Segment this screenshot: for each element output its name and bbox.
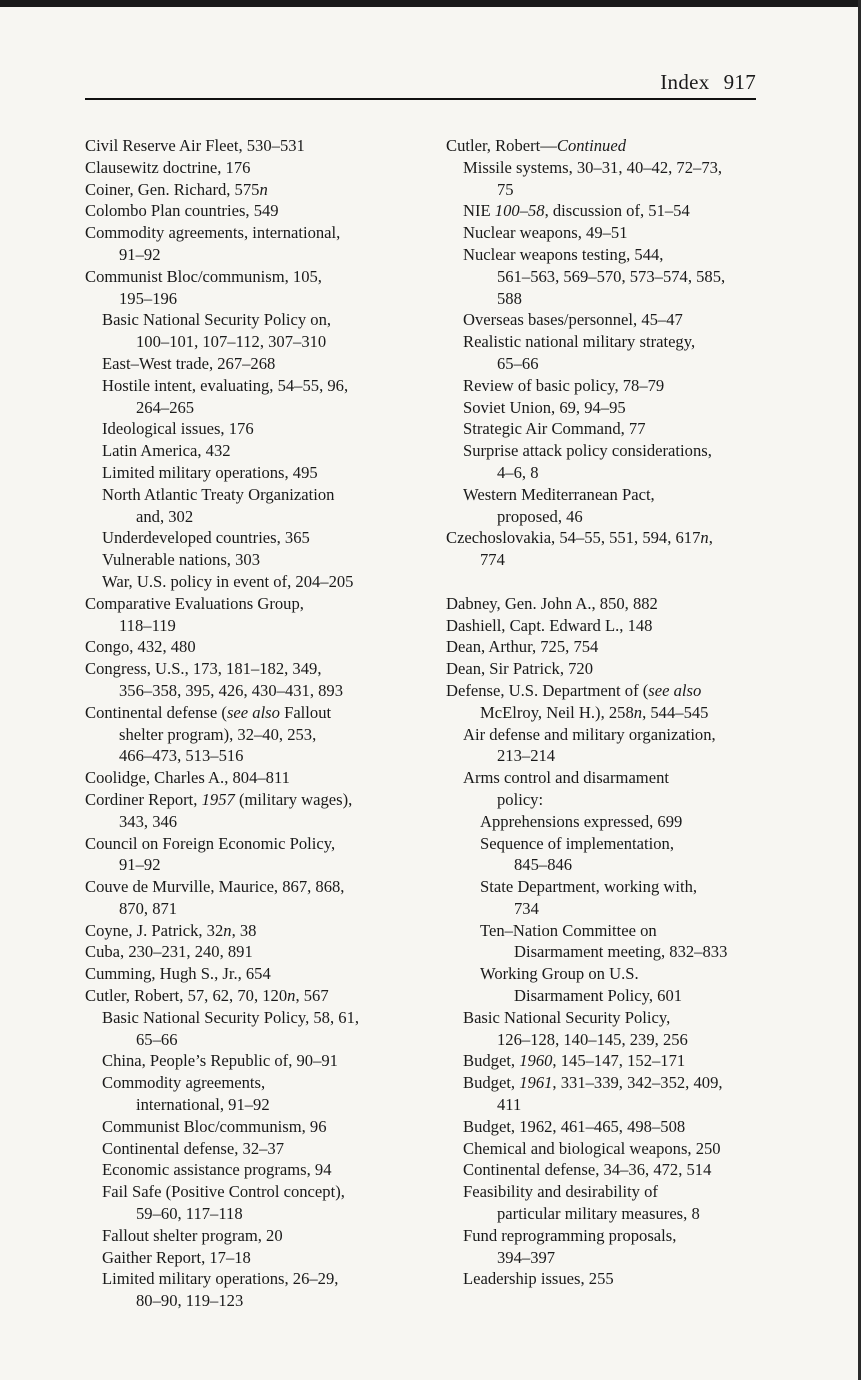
index-entry-continuation: 91–92 [119, 855, 161, 875]
index-entry [85, 135, 425, 157]
index-entry [446, 397, 776, 419]
index-entry-continuation: Disarmament meeting, 832–833 [514, 942, 728, 962]
index-entry-continuation: 343, 346 [119, 811, 178, 831]
index-entry-line: Civil Reserve Air Fleet, 530–531 [85, 136, 305, 155]
index-entry-line: Limited military operations, 495 [102, 462, 318, 482]
index-entry-continuation: 588 [497, 288, 522, 308]
index-entry [85, 985, 425, 1007]
index-entry [446, 1072, 776, 1116]
index-entry [85, 462, 425, 484]
index-entry [85, 1050, 425, 1072]
index-entry-continuation: 561–563, 569–570, 573–574, 585, [497, 266, 726, 286]
index-entry-continuation: particular military measures, 8 [497, 1204, 700, 1224]
index-entry-line: Couve de Murville, Maurice, 867, 868, [85, 877, 345, 897]
index-entry-continuation: 91–92 [119, 244, 161, 264]
index-entry-line: NIE 100–58, discussion of, 51–54 [463, 201, 690, 221]
index-entry [85, 200, 425, 222]
index-entry [85, 353, 425, 375]
index-entry [85, 658, 425, 702]
index-entry [85, 963, 425, 985]
index-entry-line: Limited military operations, 26–29, [102, 1269, 339, 1289]
index-entry [446, 636, 776, 658]
index-entry-line: Dabney, Gen. John A., 850, 882 [446, 593, 658, 613]
index-entry-continuation: 264–265 [136, 397, 195, 417]
index-entry-continuation: 100–101, 107–112, 307–310 [136, 332, 327, 352]
index-entry-continuation: 65–66 [136, 1029, 178, 1049]
index-entry-line: Dean, Arthur, 725, 754 [446, 637, 599, 657]
index-entry [446, 244, 776, 309]
index-entry-line: War, U.S. policy in event of, 204–205 [102, 571, 354, 591]
index-entry-continuation: 4–6, 8 [497, 462, 539, 482]
index-entry-line: Congo, 432, 480 [85, 637, 196, 657]
index-entry [85, 1138, 425, 1160]
index-entry-continuation: 734 [514, 898, 539, 918]
index-entry-continuation: and, 302 [136, 506, 194, 526]
index-entry [446, 222, 776, 244]
index-entry-continuation: 845–846 [514, 855, 573, 875]
index-entry [85, 1247, 425, 1269]
index-entry [446, 309, 776, 331]
index-entry [85, 833, 425, 877]
index-entry-line: Congress, U.S., 173, 181–182, 349, [85, 659, 322, 679]
index-entry [446, 767, 776, 811]
index-entry-continuation: 394–397 [497, 1247, 556, 1267]
index-entry [446, 1116, 776, 1138]
index-entry [446, 963, 776, 1007]
index-entry [446, 440, 776, 484]
index-entry [446, 811, 776, 833]
index-entry-line: Communist Bloc/communism, 96 [102, 1116, 327, 1136]
index-entry [446, 680, 776, 724]
index-entry-line: Commodity agreements, [102, 1073, 266, 1093]
index-entry [446, 920, 776, 964]
index-entry [446, 1268, 776, 1290]
index-entry-continuation: 80–90, 119–123 [136, 1291, 244, 1311]
index-entry-line: Leadership issues, 255 [463, 1269, 614, 1289]
index-entry [85, 309, 425, 353]
index-column-right [446, 135, 776, 1290]
index-entry-line: Cuba, 230–231, 240, 891 [85, 942, 253, 962]
index-entry-continuation: 870, 871 [119, 898, 178, 918]
index-entry-line: Latin America, 432 [102, 441, 231, 461]
index-entry-line: Cumming, Hugh S., Jr., 654 [85, 964, 271, 984]
index-entry-line: Underdeveloped countries, 365 [102, 528, 310, 548]
index-entry-line: Western Mediterranean Pact, [463, 484, 655, 504]
index-entry [85, 1268, 425, 1312]
index-entry [85, 789, 425, 833]
index-entry [85, 266, 425, 310]
index-entry [446, 527, 776, 571]
index-entry [85, 1225, 425, 1247]
index-entry-continuation: 126–128, 140–145, 239, 256 [497, 1029, 688, 1049]
section-gap [446, 571, 776, 593]
index-entry [446, 135, 776, 157]
index-entry [446, 200, 776, 222]
index-entry [85, 876, 425, 920]
index-entry-line: China, People’s Republic of, 90–91 [102, 1051, 338, 1071]
index-entry-line: Cutler, Robert, 57, 62, 70, 120n, 567 [85, 986, 329, 1006]
index-entry-line: Gaither Report, 17–18 [102, 1247, 251, 1267]
index-entry [85, 222, 425, 266]
index-entry-continuation: proposed, 46 [497, 506, 583, 526]
index-entry-continuation: 213–214 [497, 746, 556, 766]
index-entry-line: Surprise attack policy considerations, [463, 441, 712, 461]
index-entry [446, 484, 776, 528]
index-entry-line: Realistic national military strategy, [463, 332, 696, 352]
index-entry [85, 1159, 425, 1181]
index-entry-line: Nuclear weapons testing, 544, [463, 244, 664, 264]
index-entry-line: Vulnerable nations, 303 [102, 550, 260, 570]
index-entry-line: Defense, U.S. Department of (see also [446, 680, 702, 700]
index-column-left [85, 135, 425, 1312]
index-entry-continuation: 411 [497, 1095, 522, 1115]
index-entry-continuation: 65–66 [497, 353, 539, 373]
index-entry-continuation: McElroy, Neil H.), 258n, 544–545 [480, 702, 709, 722]
index-entry [85, 157, 425, 179]
index-entry [85, 527, 425, 549]
index-entry [85, 593, 425, 637]
index-entry-line: Economic assistance programs, 94 [102, 1160, 332, 1180]
index-entry-line: Budget, 1960, 145–147, 152–171 [463, 1051, 686, 1071]
index-entry-line: Budget, 1961, 331–339, 342–352, 409, [463, 1073, 723, 1093]
index-entry-line: Basic National Security Policy, 58, 61, [102, 1007, 360, 1027]
index-entry-line: Arms control and disarmament [463, 768, 669, 788]
index-entry-line: Comparative Evaluations Group, [85, 593, 304, 613]
index-entry [85, 1181, 425, 1225]
running-header [85, 70, 756, 98]
index-entry-line: Communist Bloc/communism, 105, [85, 266, 322, 286]
index-entry-line: Working Group on U.S. [480, 964, 639, 984]
index-entry [446, 1138, 776, 1160]
index-entry-line: Feasibility and desirability of [463, 1182, 658, 1202]
header-rule [85, 98, 756, 100]
index-entry-line: Ten–Nation Committee on [480, 920, 657, 940]
index-entry-line: Review of basic policy, 78–79 [463, 375, 665, 395]
index-entry-line: Nuclear weapons, 49–51 [463, 223, 628, 243]
index-entry-continuation: 75 [497, 179, 514, 199]
index-entry-continuation: policy: [497, 789, 544, 809]
index-entry-line: Clausewitz doctrine, 176 [85, 157, 251, 177]
index-entry-line: Cutler, Robert—Continued [446, 136, 627, 155]
index-entry [446, 1159, 776, 1181]
index-entry-line: Ideological issues, 176 [102, 419, 254, 439]
index-entry-line: Basic National Security Policy, [463, 1007, 671, 1027]
page-number: 917 [723, 70, 756, 94]
index-entry-line: Hostile intent, evaluating, 54–55, 96, [102, 375, 349, 395]
index-entry-line: Overseas bases/personnel, 45–47 [463, 310, 683, 330]
index-entry [446, 658, 776, 680]
index-entry [85, 179, 425, 201]
index-entry [85, 767, 425, 789]
index-entry-line: Continental defense (see also Fallout [85, 702, 332, 722]
index-entry [85, 702, 425, 767]
index-entry-line: Council on Foreign Economic Policy, [85, 833, 336, 853]
index-entry [85, 920, 425, 942]
index-entry-line: Apprehensions expressed, 699 [480, 811, 683, 831]
index-entry-line: Dean, Sir Patrick, 720 [446, 659, 594, 679]
index-entry-line: Colombo Plan countries, 549 [85, 201, 279, 221]
index-entry [85, 1072, 425, 1116]
index-entry-line: State Department, working with, [480, 877, 698, 897]
index-entry-line: Coiner, Gen. Richard, 575n [85, 179, 268, 199]
index-entry-line: East–West trade, 267–268 [102, 353, 276, 373]
header-title: Index [660, 70, 710, 94]
index-entry-line: Commodity agreements, international, [85, 223, 341, 243]
index-entry-line: Coyne, J. Patrick, 32n, 38 [85, 920, 257, 940]
header-text [660, 70, 756, 95]
page-top-edge [0, 0, 861, 7]
index-entry-line: Basic National Security Policy on, [102, 310, 332, 330]
index-entry-continuation: 195–196 [119, 288, 178, 308]
index-entry [446, 375, 776, 397]
index-entry [446, 876, 776, 920]
index-entry-line: Chemical and biological weapons, 250 [463, 1138, 721, 1158]
index-entry-continuation: Disarmament Policy, 601 [514, 986, 683, 1006]
index-entry-line: Missile systems, 30–31, 40–42, 72–73, [463, 157, 723, 177]
index-entry [446, 331, 776, 375]
index-entry [85, 418, 425, 440]
index-entry [85, 636, 425, 658]
index-entry [85, 484, 425, 528]
index-entry-line: Continental defense, 34–36, 472, 514 [463, 1160, 712, 1180]
index-entry-continuation: 774 [480, 550, 505, 570]
index-entry-line: Sequence of implementation, [480, 833, 674, 853]
index-entry-continuation: shelter program), 32–40, 253, [119, 724, 317, 744]
index-entry-line: Fail Safe (Positive Control concept), [102, 1182, 345, 1202]
index-entry-line: Fallout shelter program, 20 [102, 1225, 283, 1245]
index-entry [446, 1050, 776, 1072]
index-entry [85, 571, 425, 593]
index-entry [85, 1116, 425, 1138]
index-entry [446, 1181, 776, 1225]
index-entry [85, 549, 425, 571]
index-entry-line: Dashiell, Capt. Edward L., 148 [446, 615, 653, 635]
index-entry [446, 157, 776, 201]
index-entry-line: North Atlantic Treaty Organization [102, 484, 335, 504]
index-entry-continuation: 59–60, 117–118 [136, 1204, 243, 1224]
index-entry [446, 724, 776, 768]
index-entry-line: Continental defense, 32–37 [102, 1138, 285, 1158]
index-entry [446, 418, 776, 440]
index-entry-line: Air defense and military organization, [463, 724, 716, 744]
index-entry-continuation: international, 91–92 [136, 1095, 270, 1115]
index-entry-line: Cordiner Report, 1957 (military wages), [85, 789, 353, 809]
index-entry [85, 440, 425, 462]
index-entry-continuation: 466–473, 513–516 [119, 746, 244, 766]
index-entry [85, 941, 425, 963]
index-entry-continuation: 118–119 [119, 615, 176, 635]
index-entry-line: Soviet Union, 69, 94–95 [463, 397, 626, 417]
index-entry [85, 375, 425, 419]
index-entry [85, 1007, 425, 1051]
index-entry [446, 833, 776, 877]
index-entry [446, 615, 776, 637]
index-entry-line: Budget, 1962, 461–465, 498–508 [463, 1116, 686, 1136]
index-entry-line: Strategic Air Command, 77 [463, 419, 646, 439]
index-entry-line: Coolidge, Charles A., 804–811 [85, 768, 290, 788]
index-entry [446, 593, 776, 615]
index-entry-line: Czechoslovakia, 54–55, 551, 594, 617n, [446, 528, 713, 548]
index-entry [446, 1225, 776, 1269]
index-entry-line: Fund reprogramming proposals, [463, 1225, 677, 1245]
index-entry-continuation: 356–358, 395, 426, 430–431, 893 [119, 680, 344, 700]
index-entry [446, 1007, 776, 1051]
